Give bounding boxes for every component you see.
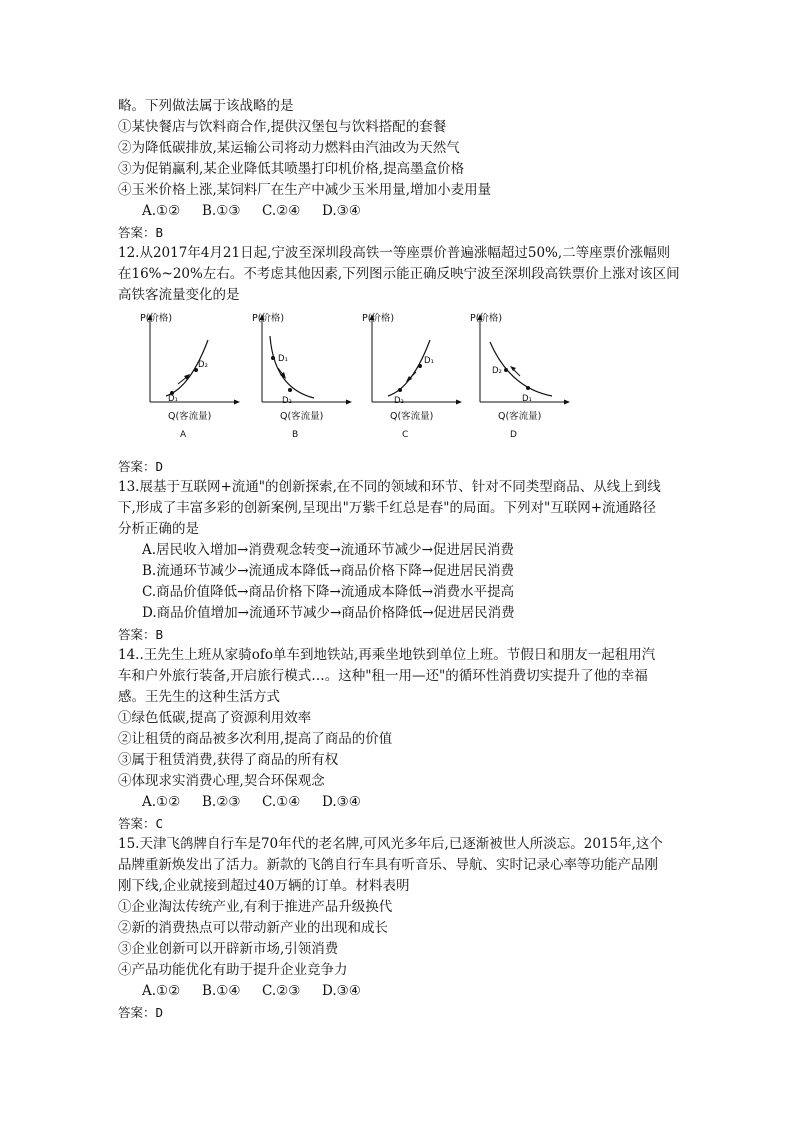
graph-b-plot (244, 310, 354, 410)
graph-a-name: A (180, 430, 187, 440)
q14-item-1: ①绿色低碳,提高了资源利用效率 (118, 710, 312, 726)
q13-line-1: 13.展基于互联网+流通"的创新探索,在不同的领域和环节、针对不同类型商品、从线上到线 (118, 479, 661, 495)
q15-option-a: A.①② (142, 983, 181, 999)
graph-d-y-label: P(价格) (470, 313, 503, 324)
graph-d-x-label: Q(客流量) (498, 411, 542, 422)
q13-answer: 答案：B (118, 627, 164, 642)
graph-b-lower-point: D₂ (282, 396, 292, 406)
q11-item-2: ②为降低碳排放,某运输公司将动力燃料由汽油改为天然气 (118, 140, 460, 156)
graph-a-y-label: P(价格) (140, 313, 173, 324)
q14-line-2: 车和户外旅行装备,开启旅行模式…。这种"租一用—还"的循环性消费切实提升了他的幸福 (118, 668, 648, 684)
q12-graphs (118, 310, 678, 450)
q15-options (118, 981, 678, 1002)
graph-d-plot (462, 310, 572, 410)
q15-line-3: 刚下线,企业就接到超过40万辆的订单。材料表明 (118, 878, 410, 894)
q14-answer: 答案：C (118, 816, 164, 831)
q13-line-2: 下,形成了丰富多彩的创新案例,呈现出"万紫千红总是春"的局面。下列对"互联网+流通路径 (118, 500, 657, 516)
q13-option-b: B.流通环节减少→流通成本降低→商品价格下降→促进居民消费 (142, 563, 515, 579)
graph-d (462, 310, 572, 450)
graph-a-lower-point: D₁ (168, 394, 178, 404)
q15-line-1: 15.天津飞鸽牌自行车是70年代的老名牌,可风光多年后,已逐渐被世人所淡忘。2015年,这个 (118, 836, 663, 852)
q15-item-3: ③企业创新可以开辟新市场,引领消费 (118, 941, 339, 957)
graph-a (132, 310, 242, 450)
q14-option-a: A.①② (142, 794, 181, 810)
graph-a-upper-point: D₂ (198, 360, 208, 370)
q14-line-3: 感。王先生的这种生活方式 (118, 689, 280, 705)
graph-c-name: C (402, 430, 409, 440)
q15-line-2: 品牌重新焕发出了活力。新款的飞鸽自行车具有听音乐、导航、实时记录心率等功能产品刚 (118, 857, 658, 873)
graph-d-name: D (510, 430, 517, 440)
q14-options (118, 792, 678, 813)
q11-item-4: ④玉米价格上涨,某饲料厂在生产中减少玉米用量,增加小麦用量 (118, 182, 492, 198)
q14-option-c: C.①④ (262, 794, 301, 810)
q13-option-d: D.商品价值增加→流通环节减少→商品价格降低→促进居民消费 (142, 605, 515, 621)
graph-c-x-label: Q(客流量) (390, 411, 434, 422)
q15-item-2: ②新的消费热点可以带动新产业的出现和成长 (118, 920, 388, 936)
graph-d-lower-point: D₁ (522, 394, 532, 404)
graph-b (244, 310, 354, 450)
q12-answer: 答案：D (118, 459, 164, 474)
graph-c (354, 310, 464, 450)
graph-c-lower-point: D₂ (394, 396, 404, 406)
q15-option-b: B.①④ (202, 983, 241, 999)
graph-d-upper-point: D₂ (492, 366, 502, 376)
q15-answer: 答案：D (118, 1005, 164, 1020)
q13-line-3: 分析正确的是 (118, 521, 199, 537)
q11-option-c: C.②④ (262, 203, 301, 219)
q11-option-b: B.①③ (202, 203, 241, 219)
q11-option-a: A.①② (142, 203, 181, 219)
q12-line-1: 12.从2017年4月21日起,宁波至深圳段高铁一等座票价普遍涨幅超过50%,二等座票价涨幅则 (118, 245, 671, 261)
q15-option-c: C.②③ (262, 983, 301, 999)
q14-item-2: ②让租赁的商品被多次利用,提高了商品的价值 (118, 731, 393, 747)
graph-b-upper-point: D₁ (278, 354, 288, 364)
q14-item-4: ④体现求实消费心理,契合环保观念 (118, 773, 325, 789)
q15-item-4: ④产品功能优化有助于提升企业竞争力 (118, 962, 348, 978)
q11-item-3: ③为促销赢利,某企业降低其喷墨打印机价格,提高墨盒价格 (118, 161, 465, 177)
graph-c-upper-point: D₁ (424, 356, 434, 366)
q11-item-1: ①某快餐店与饮料商合作,提供汉堡包与饮料搭配的套餐 (118, 119, 447, 135)
q11-option-d: D.③④ (322, 203, 361, 219)
document-page (118, 96, 678, 1023)
q14-line-1: 14..王先生上班从家骑ofo单车到地铁站,再乘坐地铁到单位上班。节假日和朋友一起租用汽 (118, 647, 656, 663)
q15-item-1: ①企业淘汰传统产业,有利于推进产品升级换代 (118, 899, 393, 915)
q11-options (118, 201, 678, 222)
q15-option-d: D.③④ (322, 983, 361, 999)
graph-b-y-label: P(价格) (252, 313, 285, 324)
graph-b-x-label: Q(客流量) (280, 411, 324, 422)
q11-answer: 答案：B (118, 225, 164, 240)
q12-line-3: 高铁客流量变化的是 (118, 287, 240, 303)
q14-option-d: D.③④ (322, 794, 361, 810)
graph-c-plot (354, 310, 464, 410)
q11-stem: 略。下列做法属于该战略的是 (118, 98, 294, 114)
q13-option-c: C.商品价值降低→商品价格下降→流通成本降低→消费水平提高 (142, 584, 515, 600)
graph-b-name: B (292, 430, 299, 440)
graph-c-y-label: P(价格) (362, 313, 395, 324)
graph-a-x-label: Q(客流量) (168, 411, 212, 422)
q13-option-a: A.居民收入增加→消费观念转变→流通环节减少→促进居民消费 (142, 542, 514, 558)
q12-line-2: 在16%~20%左右。不考虑其他因素,下列图示能正确反映宁波至深圳段高铁票价上涨对该区间 (118, 266, 680, 282)
graph-a-plot (132, 310, 242, 410)
q14-item-3: ③属于租赁消费,获得了商品的所有权 (118, 752, 339, 768)
q14-option-b: B.②③ (202, 794, 241, 810)
